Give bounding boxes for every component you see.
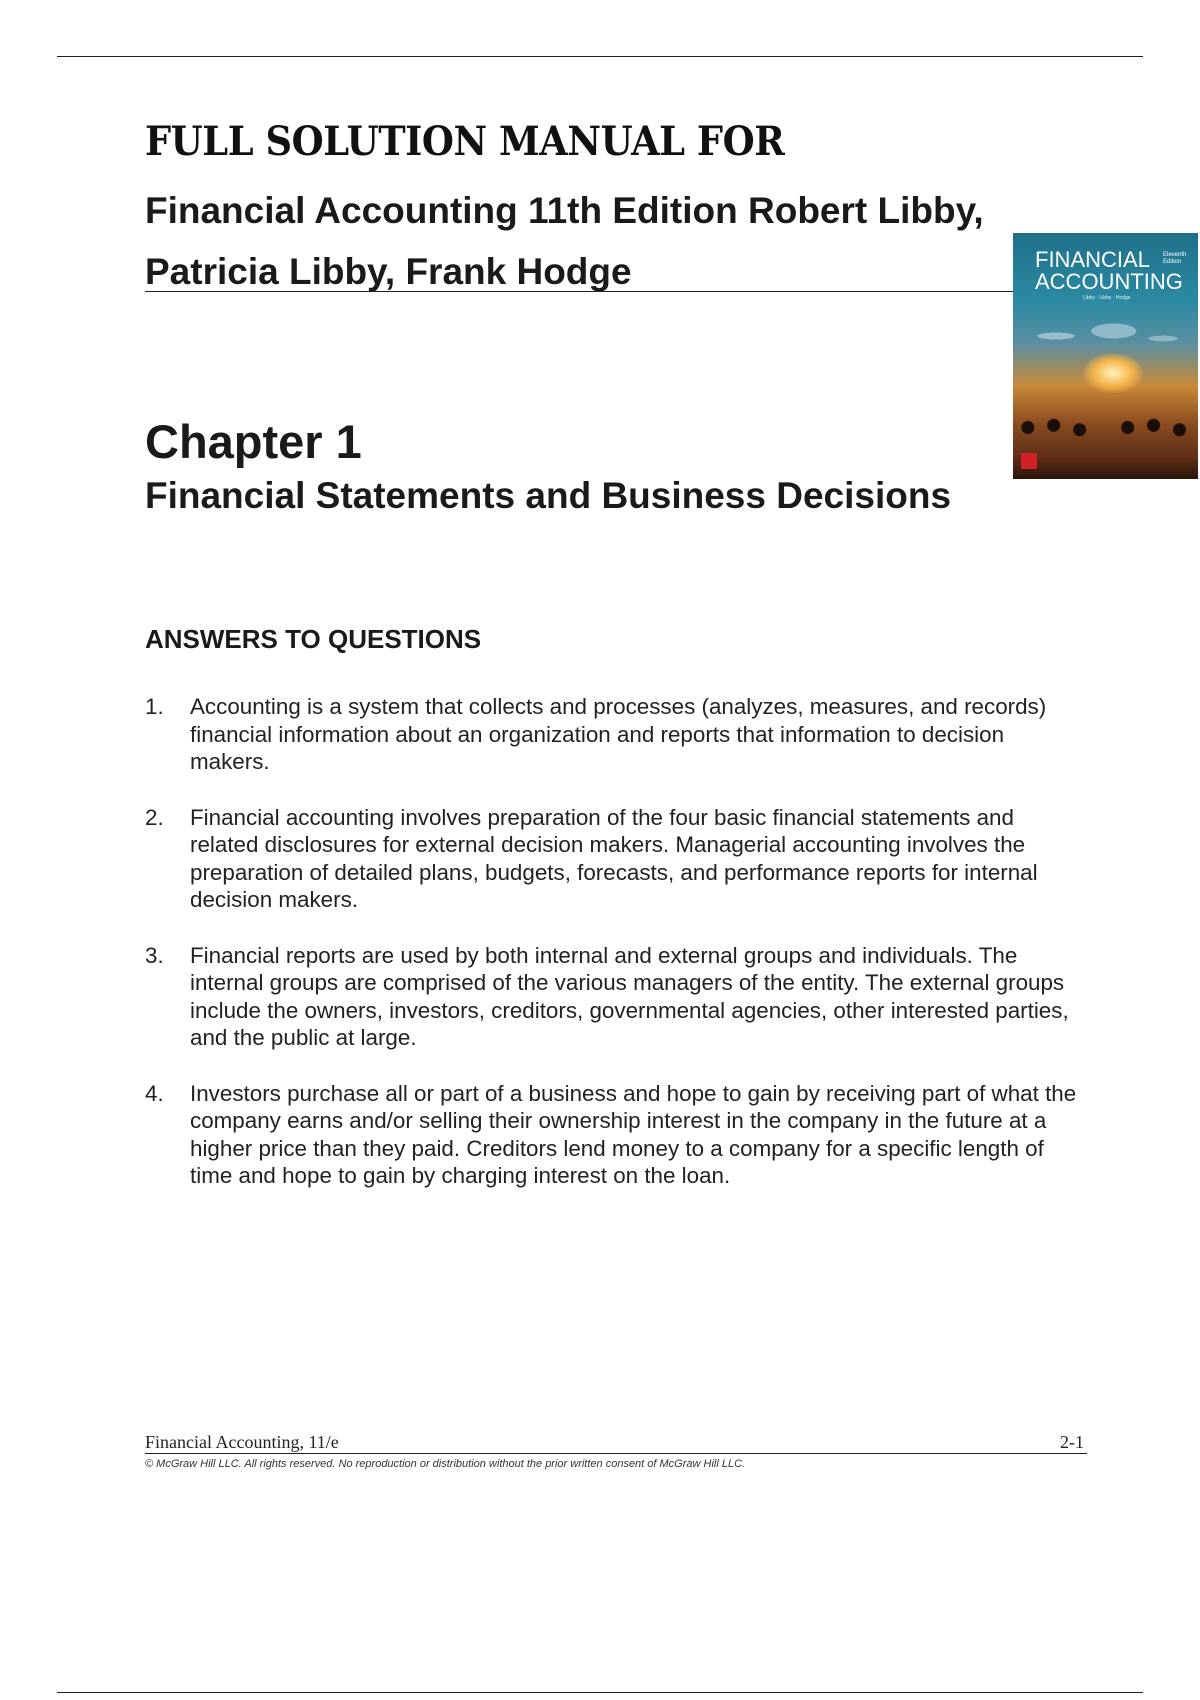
answer-item	[145, 942, 1085, 1052]
book-title: Financial Accounting 11th Edition Robert Libby, Patricia Libby, Frank Hodge	[145, 190, 984, 292]
answer-item	[145, 693, 1085, 776]
cover-authors: Libby · Libby · Hodge	[1083, 295, 1131, 301]
answer-text: Financial reports are used by both internal and external groups and individuals. The internal groups are comprised of the various managers of the entity. The external groups include the owners, investors, creditors, governmental agencies, other interested parties, and the public at large.	[190, 942, 1069, 1050]
publisher-logo-icon	[1021, 453, 1037, 469]
answer-text: Investors purchase all or part of a business and hope to gain by receiving part of what the company earns and/or selling their ownership interest in the company in the future at a higher price than they paid. Creditors lend money to a company for a specific length of time and hope to gain by charging interest on the loan.	[190, 1080, 1077, 1188]
section-heading: ANSWERS TO QUESTIONS	[145, 624, 482, 654]
bottom-rule	[57, 1692, 1143, 1693]
solution-manual-banner: FULL SOLUTION MANUAL FOR	[145, 118, 785, 165]
top-rule	[57, 56, 1143, 57]
book-cover-image	[1013, 233, 1198, 479]
answer-number: 3.	[145, 942, 164, 968]
footer-rule	[145, 1453, 1087, 1454]
answer-item	[145, 804, 1085, 914]
answers-list	[145, 693, 1085, 1218]
answer-item	[145, 1080, 1085, 1190]
chapter-label: Chapter 1	[145, 415, 362, 468]
cover-title: FINANCIAL ACCOUNTING	[1035, 247, 1183, 294]
cover-table	[1013, 453, 1198, 479]
footer-book-title: Financial Accounting, 11/e	[145, 1432, 339, 1452]
copyright-notice: © McGraw Hill LLC. All rights reserved. No reproduction or distribution without the prior written consent of McGraw Hill LLC.	[145, 1458, 746, 1470]
answer-number: 2.	[145, 804, 164, 830]
chapter-title: Financial Statements and Business Decisions	[145, 475, 952, 516]
answer-text: Accounting is a system that collects and processes (analyzes, measures, and records) financial information about an organization and reports that information to decision makers.	[190, 694, 1047, 774]
answer-text: Financial accounting involves preparation of the four basic financial statements and related disclosures for external decision makers. Managerial accounting involves the preparation of detailed plans, budgets, forecasts, and performance reports for internal decision makers.	[190, 804, 1038, 912]
answer-number: 1.	[145, 694, 164, 719]
cover-sunburst	[1083, 353, 1143, 393]
footer-page-number: 2-1	[1060, 1432, 1084, 1452]
cover-edition: Eleventh Edition	[1163, 252, 1187, 265]
answer-number: 4.	[145, 1080, 164, 1106]
title-underline	[145, 291, 1015, 292]
